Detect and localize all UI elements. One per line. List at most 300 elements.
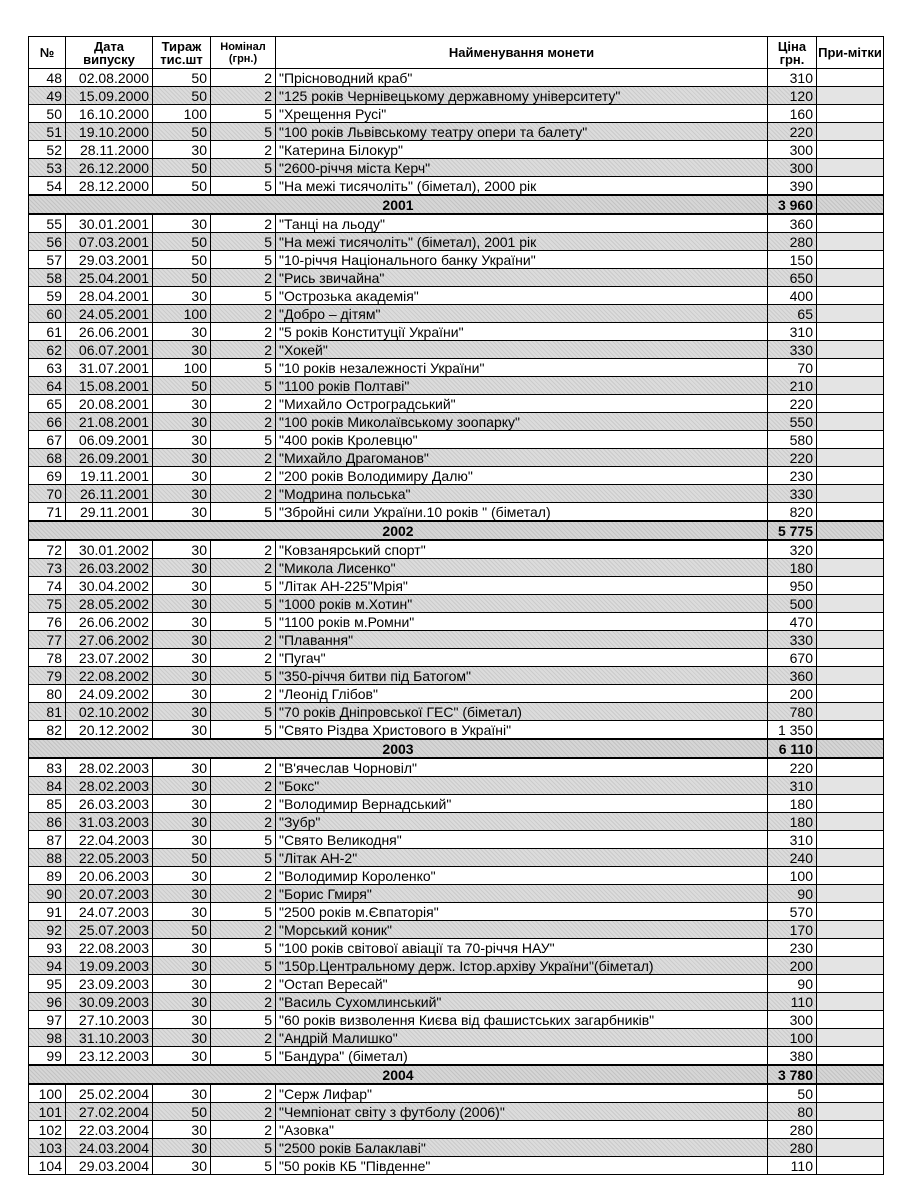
notes-cell bbox=[817, 69, 884, 87]
coin-name: "Серж Лифар" bbox=[276, 1084, 768, 1103]
price: 650 bbox=[768, 269, 817, 287]
denomination: 2 bbox=[211, 323, 276, 341]
denomination: 5 bbox=[211, 1011, 276, 1029]
notes-cell bbox=[817, 595, 884, 613]
notes-cell bbox=[817, 975, 884, 993]
mintage: 30 bbox=[153, 813, 211, 831]
mintage: 30 bbox=[153, 323, 211, 341]
coin-name: "Микола Лисенко" bbox=[276, 559, 768, 577]
coin-number: 101 bbox=[29, 1103, 66, 1121]
coin-name: "Збройні сили України.10 років " (біметал) bbox=[276, 503, 768, 522]
denomination: 5 bbox=[211, 667, 276, 685]
denomination: 2 bbox=[211, 1029, 276, 1047]
coin-number: 73 bbox=[29, 559, 66, 577]
mintage: 30 bbox=[153, 831, 211, 849]
coin-number: 92 bbox=[29, 921, 66, 939]
price: 180 bbox=[768, 559, 817, 577]
table-row bbox=[29, 1084, 884, 1103]
notes-cell bbox=[817, 413, 884, 431]
release-date: 29.11.2001 bbox=[66, 503, 153, 522]
mintage: 30 bbox=[153, 595, 211, 613]
notes-cell bbox=[817, 540, 884, 559]
coin-number: 81 bbox=[29, 703, 66, 721]
price: 670 bbox=[768, 649, 817, 667]
coin-number: 82 bbox=[29, 721, 66, 740]
price: 100 bbox=[768, 867, 817, 885]
price: 950 bbox=[768, 577, 817, 595]
release-date: 19.10.2000 bbox=[66, 123, 153, 141]
coin-name: "Бандура" (біметал) bbox=[276, 1047, 768, 1066]
price: 170 bbox=[768, 921, 817, 939]
year-total-price: 6 110 bbox=[768, 739, 817, 758]
release-date: 23.07.2002 bbox=[66, 649, 153, 667]
mintage: 50 bbox=[153, 269, 211, 287]
coin-name: "Свято Різдва Христового в Україні" bbox=[276, 721, 768, 740]
release-date: 21.08.2001 bbox=[66, 413, 153, 431]
mintage: 30 bbox=[153, 214, 211, 233]
release-date: 20.07.2003 bbox=[66, 885, 153, 903]
notes-cell bbox=[817, 1084, 884, 1103]
coin-number: 63 bbox=[29, 359, 66, 377]
coin-name: "Зубр" bbox=[276, 813, 768, 831]
year-subtotal-row bbox=[29, 195, 884, 214]
release-date: 30.04.2002 bbox=[66, 577, 153, 595]
coin-number: 60 bbox=[29, 305, 66, 323]
coin-number: 85 bbox=[29, 795, 66, 813]
price: 570 bbox=[768, 903, 817, 921]
table-row bbox=[29, 69, 884, 87]
price: 300 bbox=[768, 141, 817, 159]
header-row bbox=[29, 37, 884, 69]
year-subtotal-row bbox=[29, 1065, 884, 1084]
denomination: 2 bbox=[211, 141, 276, 159]
coin-number: 99 bbox=[29, 1047, 66, 1066]
coin-name: "Рись звичайна" bbox=[276, 269, 768, 287]
table-row bbox=[29, 503, 884, 522]
release-date: 07.03.2001 bbox=[66, 233, 153, 251]
denomination: 2 bbox=[211, 758, 276, 777]
table-row bbox=[29, 1029, 884, 1047]
table-row bbox=[29, 251, 884, 269]
denomination: 2 bbox=[211, 395, 276, 413]
denomination: 5 bbox=[211, 123, 276, 141]
price: 230 bbox=[768, 467, 817, 485]
mintage: 30 bbox=[153, 1011, 211, 1029]
price: 330 bbox=[768, 341, 817, 359]
release-date: 23.09.2003 bbox=[66, 975, 153, 993]
table-row bbox=[29, 105, 884, 123]
mintage: 30 bbox=[153, 1084, 211, 1103]
coin-name: "Леонід Глібов" bbox=[276, 685, 768, 703]
release-date: 30.01.2002 bbox=[66, 540, 153, 559]
denomination: 2 bbox=[211, 631, 276, 649]
denomination: 2 bbox=[211, 559, 276, 577]
price: 300 bbox=[768, 159, 817, 177]
notes-cell bbox=[817, 485, 884, 503]
price: 100 bbox=[768, 1029, 817, 1047]
notes-cell bbox=[817, 195, 884, 214]
release-date: 28.02.2003 bbox=[66, 777, 153, 795]
price: 280 bbox=[768, 233, 817, 251]
price: 360 bbox=[768, 214, 817, 233]
mintage: 30 bbox=[153, 885, 211, 903]
coin-number: 93 bbox=[29, 939, 66, 957]
mintage: 30 bbox=[153, 613, 211, 631]
header-mintage: Тираж тис.шт bbox=[153, 37, 211, 69]
coin-name: "2600-річчя міста Керч" bbox=[276, 159, 768, 177]
denomination: 5 bbox=[211, 287, 276, 305]
release-date: 19.09.2003 bbox=[66, 957, 153, 975]
coin-number: 71 bbox=[29, 503, 66, 522]
mintage: 30 bbox=[153, 667, 211, 685]
price: 390 bbox=[768, 177, 817, 196]
table-row bbox=[29, 577, 884, 595]
mintage: 30 bbox=[153, 703, 211, 721]
mintage: 50 bbox=[153, 233, 211, 251]
year-total-price: 3 780 bbox=[768, 1065, 817, 1084]
price: 780 bbox=[768, 703, 817, 721]
coin-name: "Свято Великодня" bbox=[276, 831, 768, 849]
coin-number: 77 bbox=[29, 631, 66, 649]
coin-name: "200 років Володимиру Далю" bbox=[276, 467, 768, 485]
release-date: 26.12.2000 bbox=[66, 159, 153, 177]
mintage: 30 bbox=[153, 1157, 211, 1175]
mintage: 30 bbox=[153, 721, 211, 740]
denomination: 5 bbox=[211, 177, 276, 196]
denomination: 2 bbox=[211, 485, 276, 503]
denomination: 2 bbox=[211, 685, 276, 703]
table-row bbox=[29, 685, 884, 703]
coin-name: "Василь Сухомлинський" bbox=[276, 993, 768, 1011]
table-row bbox=[29, 559, 884, 577]
table-row bbox=[29, 467, 884, 485]
coin-name: "Добро – дітям" bbox=[276, 305, 768, 323]
notes-cell bbox=[817, 269, 884, 287]
notes-cell bbox=[817, 233, 884, 251]
coin-number: 67 bbox=[29, 431, 66, 449]
release-date: 26.06.2001 bbox=[66, 323, 153, 341]
coin-name: "На межі тисячоліть" (біметал), 2001 рік bbox=[276, 233, 768, 251]
coin-number: 96 bbox=[29, 993, 66, 1011]
price: 280 bbox=[768, 1139, 817, 1157]
coin-number: 100 bbox=[29, 1084, 66, 1103]
price: 160 bbox=[768, 105, 817, 123]
coin-name: "350-річчя битви під Батогом" bbox=[276, 667, 768, 685]
coin-number: 88 bbox=[29, 849, 66, 867]
price: 310 bbox=[768, 69, 817, 87]
coin-number: 54 bbox=[29, 177, 66, 196]
release-date: 27.06.2002 bbox=[66, 631, 153, 649]
table-row bbox=[29, 449, 884, 467]
notes-cell bbox=[817, 431, 884, 449]
price: 310 bbox=[768, 323, 817, 341]
denomination: 5 bbox=[211, 1047, 276, 1066]
notes-cell bbox=[817, 921, 884, 939]
table-row bbox=[29, 377, 884, 395]
release-date: 20.08.2001 bbox=[66, 395, 153, 413]
mintage: 30 bbox=[153, 993, 211, 1011]
coin-catalog-table bbox=[28, 36, 884, 1175]
denomination: 2 bbox=[211, 214, 276, 233]
coin-number: 66 bbox=[29, 413, 66, 431]
coin-catalog-sheet bbox=[28, 36, 883, 1175]
release-date: 22.04.2003 bbox=[66, 831, 153, 849]
coin-number: 70 bbox=[29, 485, 66, 503]
mintage: 30 bbox=[153, 413, 211, 431]
denomination: 5 bbox=[211, 431, 276, 449]
notes-cell bbox=[817, 141, 884, 159]
coin-number: 53 bbox=[29, 159, 66, 177]
table-row bbox=[29, 159, 884, 177]
coin-number: 97 bbox=[29, 1011, 66, 1029]
table-row bbox=[29, 287, 884, 305]
price: 580 bbox=[768, 431, 817, 449]
denomination: 5 bbox=[211, 377, 276, 395]
coin-name: "1100 років Полтаві" bbox=[276, 377, 768, 395]
price: 470 bbox=[768, 613, 817, 631]
coin-number: 51 bbox=[29, 123, 66, 141]
price: 200 bbox=[768, 685, 817, 703]
coin-number: 90 bbox=[29, 885, 66, 903]
coin-name: "Володимир Короленко" bbox=[276, 867, 768, 885]
price: 150 bbox=[768, 251, 817, 269]
coin-name: "Борис Гмиря" bbox=[276, 885, 768, 903]
mintage: 30 bbox=[153, 485, 211, 503]
release-date: 06.07.2001 bbox=[66, 341, 153, 359]
denomination: 2 bbox=[211, 1084, 276, 1103]
table-row bbox=[29, 1103, 884, 1121]
table-row bbox=[29, 214, 884, 233]
release-date: 20.06.2003 bbox=[66, 867, 153, 885]
release-date: 24.03.2004 bbox=[66, 1139, 153, 1157]
release-date: 22.08.2002 bbox=[66, 667, 153, 685]
notes-cell bbox=[817, 1139, 884, 1157]
table-row bbox=[29, 595, 884, 613]
denomination: 2 bbox=[211, 467, 276, 485]
release-date: 27.02.2004 bbox=[66, 1103, 153, 1121]
header-denomination: Номінал (грн.) bbox=[211, 37, 276, 69]
coin-name: "Ковзанярський спорт" bbox=[276, 540, 768, 559]
header-release-date: Дата випуску bbox=[66, 37, 153, 69]
coin-number: 49 bbox=[29, 87, 66, 105]
table-row bbox=[29, 123, 884, 141]
denomination: 2 bbox=[211, 921, 276, 939]
coin-number: 104 bbox=[29, 1157, 66, 1175]
release-date: 16.10.2000 bbox=[66, 105, 153, 123]
denomination: 2 bbox=[211, 69, 276, 87]
denomination: 2 bbox=[211, 993, 276, 1011]
denomination: 5 bbox=[211, 939, 276, 957]
coin-number: 61 bbox=[29, 323, 66, 341]
coin-name: "1000 років м.Хотин" bbox=[276, 595, 768, 613]
notes-cell bbox=[817, 993, 884, 1011]
coin-number: 84 bbox=[29, 777, 66, 795]
coin-number: 65 bbox=[29, 395, 66, 413]
notes-cell bbox=[817, 87, 884, 105]
table-row bbox=[29, 141, 884, 159]
notes-cell bbox=[817, 1157, 884, 1175]
denomination: 2 bbox=[211, 269, 276, 287]
year-subtotal-row bbox=[29, 739, 884, 758]
price: 200 bbox=[768, 957, 817, 975]
year-label: 2001 bbox=[29, 195, 768, 214]
denomination: 2 bbox=[211, 867, 276, 885]
release-date: 28.12.2000 bbox=[66, 177, 153, 196]
denomination: 5 bbox=[211, 831, 276, 849]
denomination: 2 bbox=[211, 87, 276, 105]
mintage: 30 bbox=[153, 141, 211, 159]
coin-name: "Катерина Білокур" bbox=[276, 141, 768, 159]
year-subtotal-row bbox=[29, 521, 884, 540]
table-row bbox=[29, 233, 884, 251]
denomination: 2 bbox=[211, 413, 276, 431]
denomination: 2 bbox=[211, 305, 276, 323]
notes-cell bbox=[817, 503, 884, 522]
notes-cell bbox=[817, 105, 884, 123]
table-row bbox=[29, 649, 884, 667]
coin-number: 95 bbox=[29, 975, 66, 993]
price: 180 bbox=[768, 795, 817, 813]
price: 240 bbox=[768, 849, 817, 867]
notes-cell bbox=[817, 1121, 884, 1139]
coin-name: "100 років Миколаївському зоопарку" bbox=[276, 413, 768, 431]
denomination: 5 bbox=[211, 1139, 276, 1157]
mintage: 30 bbox=[153, 795, 211, 813]
notes-cell bbox=[817, 449, 884, 467]
notes-cell bbox=[817, 957, 884, 975]
release-date: 23.12.2003 bbox=[66, 1047, 153, 1066]
table-row bbox=[29, 1157, 884, 1175]
coin-name: "Бокс" bbox=[276, 777, 768, 795]
denomination: 5 bbox=[211, 105, 276, 123]
coin-name: "100 років Львівському театру опери та балету" bbox=[276, 123, 768, 141]
table-row bbox=[29, 921, 884, 939]
notes-cell bbox=[817, 559, 884, 577]
notes-cell bbox=[817, 613, 884, 631]
mintage: 30 bbox=[153, 975, 211, 993]
coin-number: 102 bbox=[29, 1121, 66, 1139]
price: 110 bbox=[768, 1157, 817, 1175]
mintage: 50 bbox=[153, 1103, 211, 1121]
coin-name: "Хрещення Русі" bbox=[276, 105, 768, 123]
notes-cell bbox=[817, 1103, 884, 1121]
price: 70 bbox=[768, 359, 817, 377]
table-row bbox=[29, 1121, 884, 1139]
denomination: 5 bbox=[211, 595, 276, 613]
denomination: 5 bbox=[211, 613, 276, 631]
release-date: 25.02.2004 bbox=[66, 1084, 153, 1103]
coin-name: "Михайло Драгоманов" bbox=[276, 449, 768, 467]
price: 90 bbox=[768, 975, 817, 993]
mintage: 30 bbox=[153, 467, 211, 485]
table-row bbox=[29, 813, 884, 831]
year-total-price: 5 775 bbox=[768, 521, 817, 540]
coin-number: 62 bbox=[29, 341, 66, 359]
price: 220 bbox=[768, 758, 817, 777]
table-row bbox=[29, 1011, 884, 1029]
coin-number: 55 bbox=[29, 214, 66, 233]
notes-cell bbox=[817, 831, 884, 849]
mintage: 50 bbox=[153, 849, 211, 867]
release-date: 30.01.2001 bbox=[66, 214, 153, 233]
price: 1 350 bbox=[768, 721, 817, 740]
price: 280 bbox=[768, 1121, 817, 1139]
denomination: 5 bbox=[211, 721, 276, 740]
header-price: Ціна грн. bbox=[768, 37, 817, 69]
table-row bbox=[29, 269, 884, 287]
coin-name: "400 років Кролевцю" bbox=[276, 431, 768, 449]
mintage: 30 bbox=[153, 758, 211, 777]
release-date: 29.03.2001 bbox=[66, 251, 153, 269]
mintage: 30 bbox=[153, 577, 211, 595]
mintage: 30 bbox=[153, 649, 211, 667]
mintage: 50 bbox=[153, 87, 211, 105]
notes-cell bbox=[817, 885, 884, 903]
denomination: 2 bbox=[211, 449, 276, 467]
table-row bbox=[29, 939, 884, 957]
denomination: 2 bbox=[211, 341, 276, 359]
notes-cell bbox=[817, 703, 884, 721]
price: 110 bbox=[768, 993, 817, 1011]
notes-cell bbox=[817, 123, 884, 141]
coin-name: "100 років світової авіації та 70-річчя НАУ" bbox=[276, 939, 768, 957]
table-row bbox=[29, 323, 884, 341]
price: 500 bbox=[768, 595, 817, 613]
notes-cell bbox=[817, 395, 884, 413]
release-date: 19.11.2001 bbox=[66, 467, 153, 485]
notes-cell bbox=[817, 903, 884, 921]
coin-number: 86 bbox=[29, 813, 66, 831]
coin-name: "50 років КБ "Південне" bbox=[276, 1157, 768, 1175]
mintage: 50 bbox=[153, 69, 211, 87]
mintage: 30 bbox=[153, 503, 211, 522]
release-date: 15.08.2001 bbox=[66, 377, 153, 395]
denomination: 5 bbox=[211, 957, 276, 975]
coin-name: "Літак АН-225"Мрія" bbox=[276, 577, 768, 595]
coin-name: "Хокей" bbox=[276, 341, 768, 359]
price: 80 bbox=[768, 1103, 817, 1121]
release-date: 26.09.2001 bbox=[66, 449, 153, 467]
price: 550 bbox=[768, 413, 817, 431]
table-row bbox=[29, 1139, 884, 1157]
price: 50 bbox=[768, 1084, 817, 1103]
notes-cell bbox=[817, 739, 884, 758]
notes-cell bbox=[817, 939, 884, 957]
release-date: 26.03.2003 bbox=[66, 795, 153, 813]
denomination: 5 bbox=[211, 849, 276, 867]
notes-cell bbox=[817, 758, 884, 777]
table-row bbox=[29, 903, 884, 921]
denomination: 2 bbox=[211, 777, 276, 795]
notes-cell bbox=[817, 1029, 884, 1047]
release-date: 25.04.2001 bbox=[66, 269, 153, 287]
price: 330 bbox=[768, 631, 817, 649]
release-date: 02.10.2002 bbox=[66, 703, 153, 721]
price: 360 bbox=[768, 667, 817, 685]
table-row bbox=[29, 359, 884, 377]
coin-number: 91 bbox=[29, 903, 66, 921]
coin-number: 59 bbox=[29, 287, 66, 305]
coin-name: "Плавання" bbox=[276, 631, 768, 649]
coin-name: "Прісноводний краб" bbox=[276, 69, 768, 87]
release-date: 31.10.2003 bbox=[66, 1029, 153, 1047]
denomination: 5 bbox=[211, 903, 276, 921]
release-date: 22.08.2003 bbox=[66, 939, 153, 957]
coin-number: 94 bbox=[29, 957, 66, 975]
table-row bbox=[29, 957, 884, 975]
denomination: 5 bbox=[211, 577, 276, 595]
coin-number: 72 bbox=[29, 540, 66, 559]
